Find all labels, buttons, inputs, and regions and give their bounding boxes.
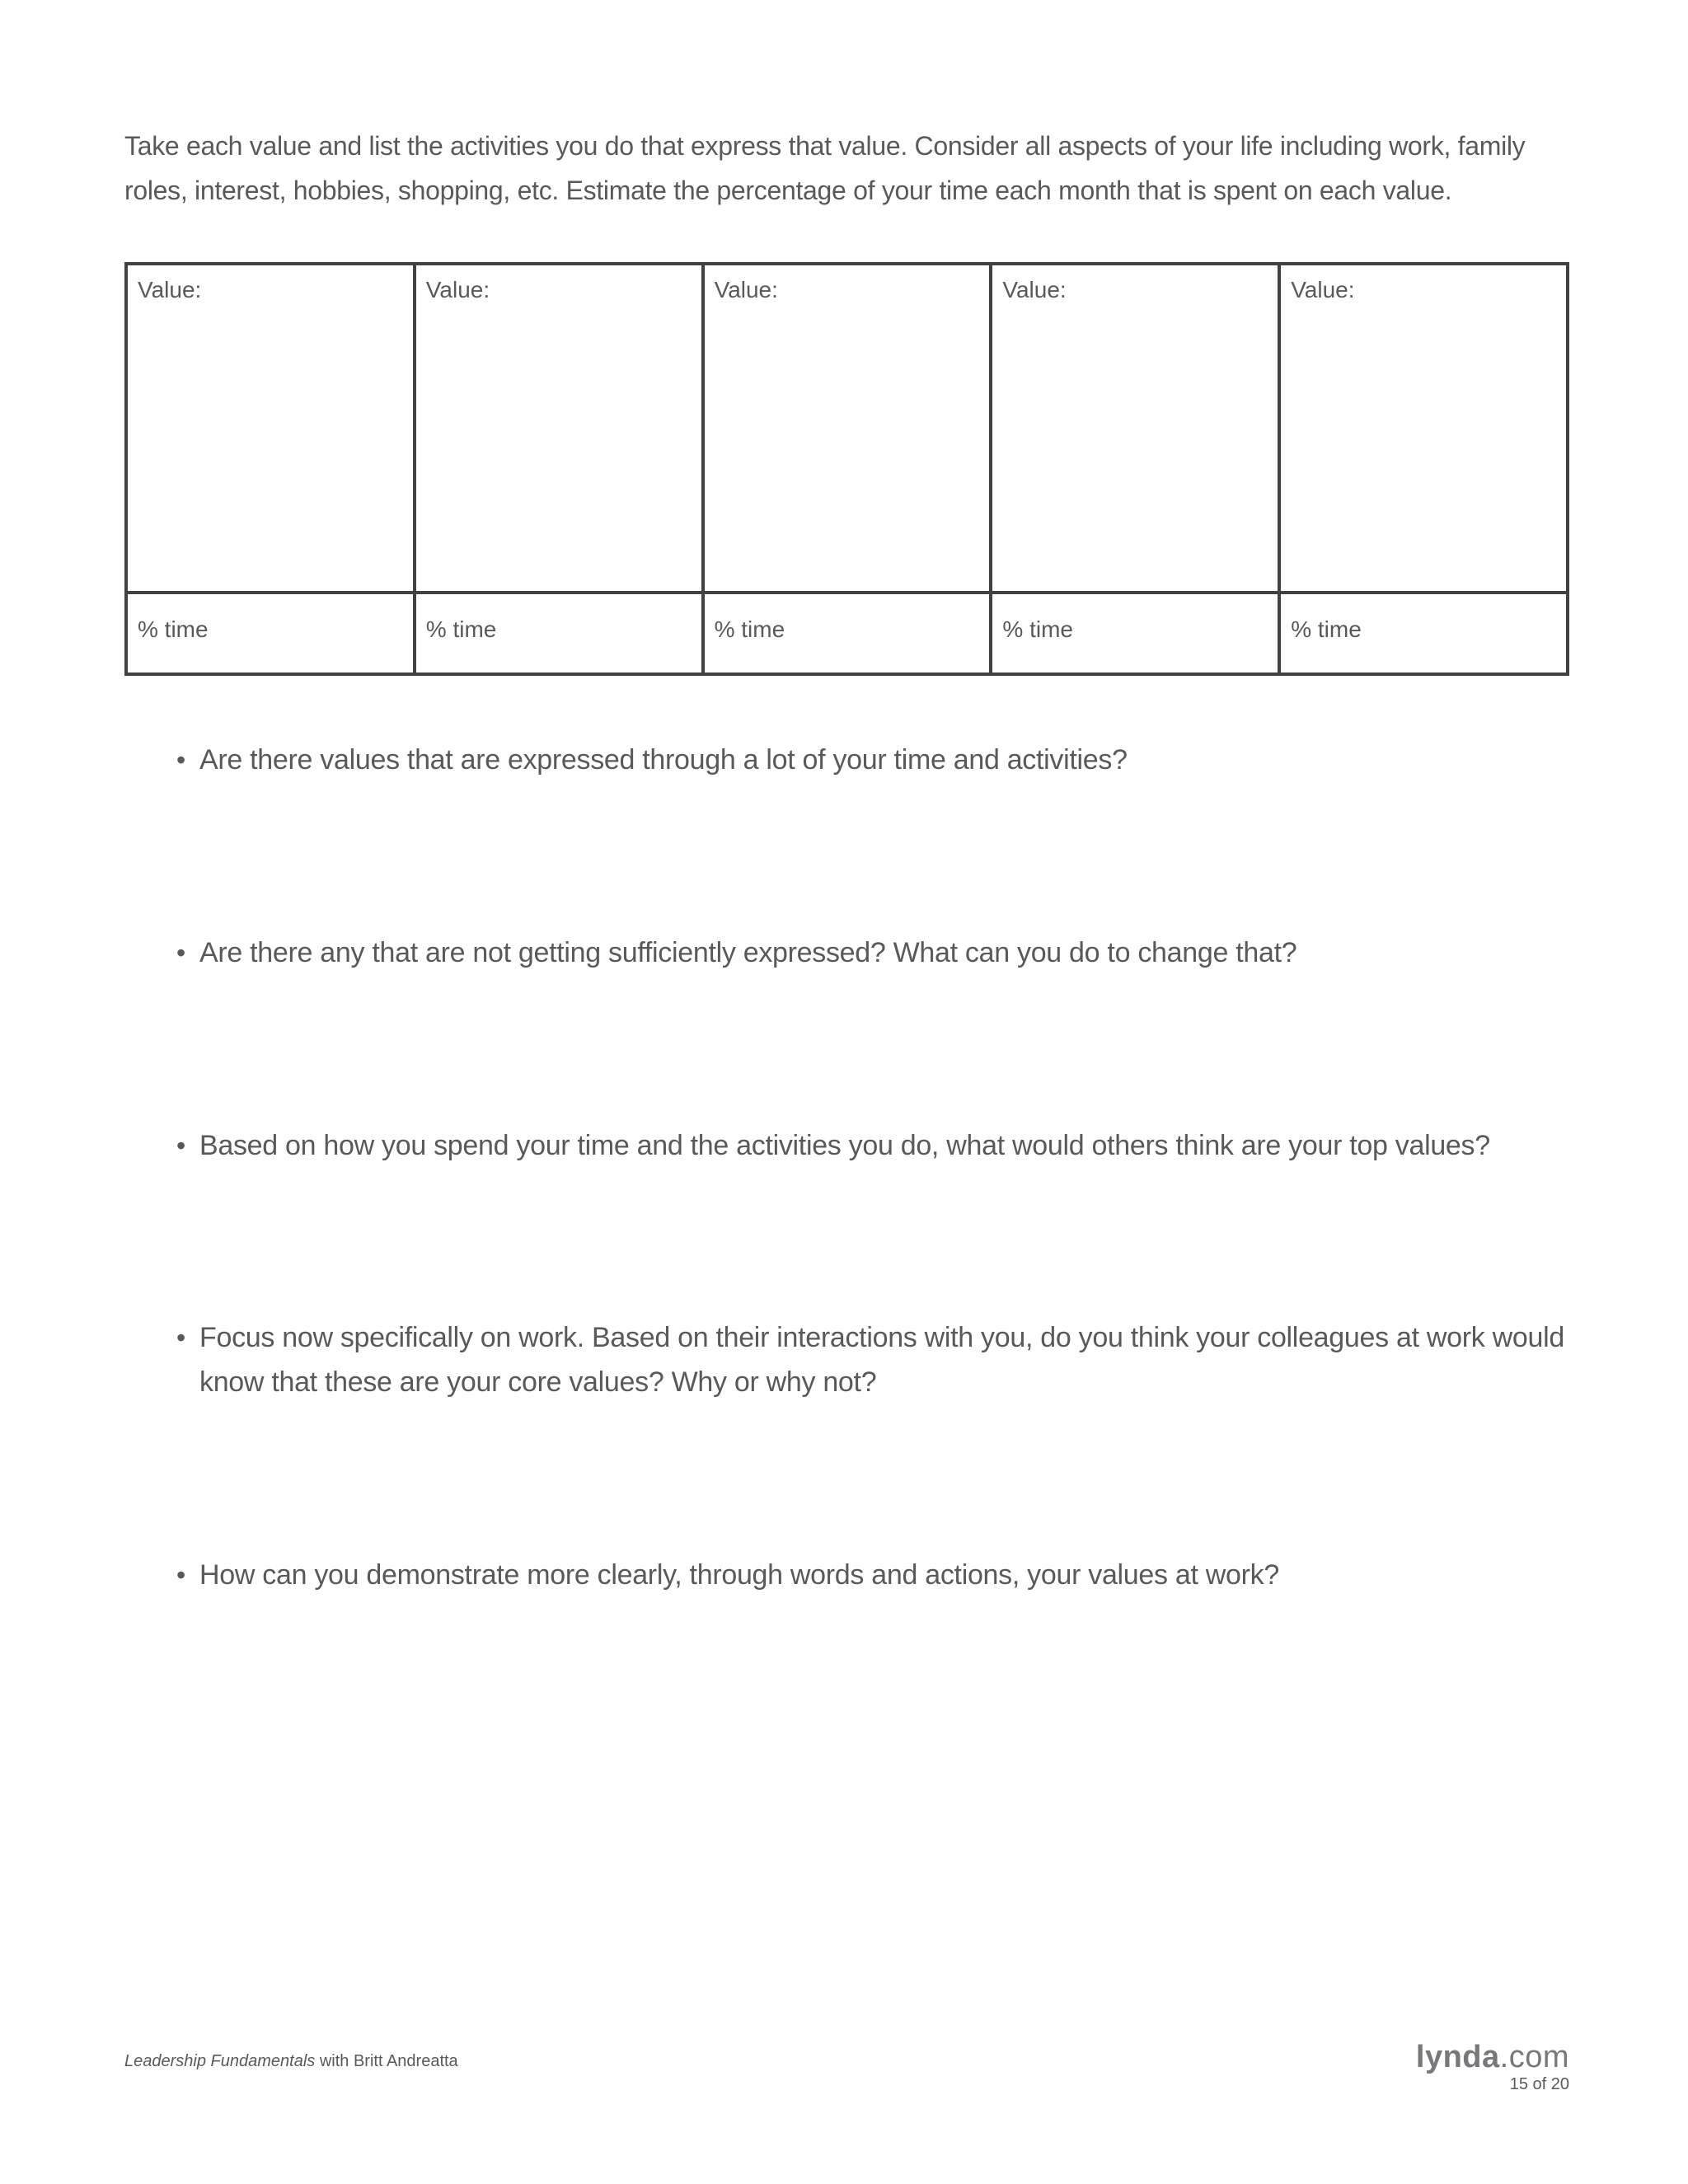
question-1 — [176, 738, 1578, 782]
logo-name: lynda — [1415, 2040, 1500, 2074]
question-2 — [176, 930, 1578, 975]
question-4 — [176, 1315, 1578, 1404]
bullet-icon: • — [176, 938, 185, 968]
lynda-logo — [1416, 2041, 1569, 2074]
question-text: Focus now specifically on work. Based on their interactions with you, do you think your colleagues at work would know that these are your core values? Why or why not? — [199, 1322, 1564, 1398]
instructions-paragraph: Take each value and list the activities you do that express that value. Consider all aspects of your life including work, family roles, interest, hobbies, shopping, etc. Estimate the percentage of your time each month that is spent on each value. — [124, 131, 1526, 205]
value-row — [126, 264, 1568, 593]
value-cell-4: Value: — [991, 264, 1279, 593]
value-cell-5: Value: — [1279, 264, 1568, 593]
question-text: Are there values that are expressed through a lot of your time and activities? — [199, 744, 1128, 776]
time-cell-4: % time — [991, 593, 1279, 674]
time-row — [126, 593, 1568, 674]
footer-course-credit — [124, 2052, 458, 2071]
time-cell-3: % time — [703, 593, 992, 674]
logo-domain: .com — [1499, 2040, 1569, 2074]
time-cell-5: % time — [1279, 593, 1568, 674]
bullet-icon: • — [176, 1131, 185, 1160]
page-number: 15 of 20 — [1509, 2075, 1569, 2093]
time-cell-2: % time — [415, 593, 703, 674]
question-text: Are there any that are not getting sufficiently expressed? What can you do to change that? — [199, 937, 1297, 968]
value-cell-1: Value: — [126, 264, 415, 593]
bullet-icon: • — [176, 1323, 185, 1352]
bullet-icon: • — [176, 1560, 185, 1590]
question-5 — [176, 1553, 1578, 1597]
course-title: Leadership Fundamentals — [124, 2052, 316, 2070]
value-cell-3: Value: — [703, 264, 992, 593]
bullet-icon: • — [176, 745, 185, 775]
question-3 — [176, 1123, 1578, 1168]
values-table — [124, 262, 1569, 676]
question-text: Based on how you spend your time and the activities you do, what would others think are your top values? — [199, 1130, 1490, 1161]
time-cell-1: % time — [126, 593, 415, 674]
question-text: How can you demonstrate more clearly, through words and actions, your values at work? — [199, 1559, 1279, 1591]
course-author: with Britt Andreatta — [315, 2052, 458, 2070]
brand-block — [1416, 2041, 1569, 2094]
value-cell-2: Value: — [415, 264, 703, 593]
